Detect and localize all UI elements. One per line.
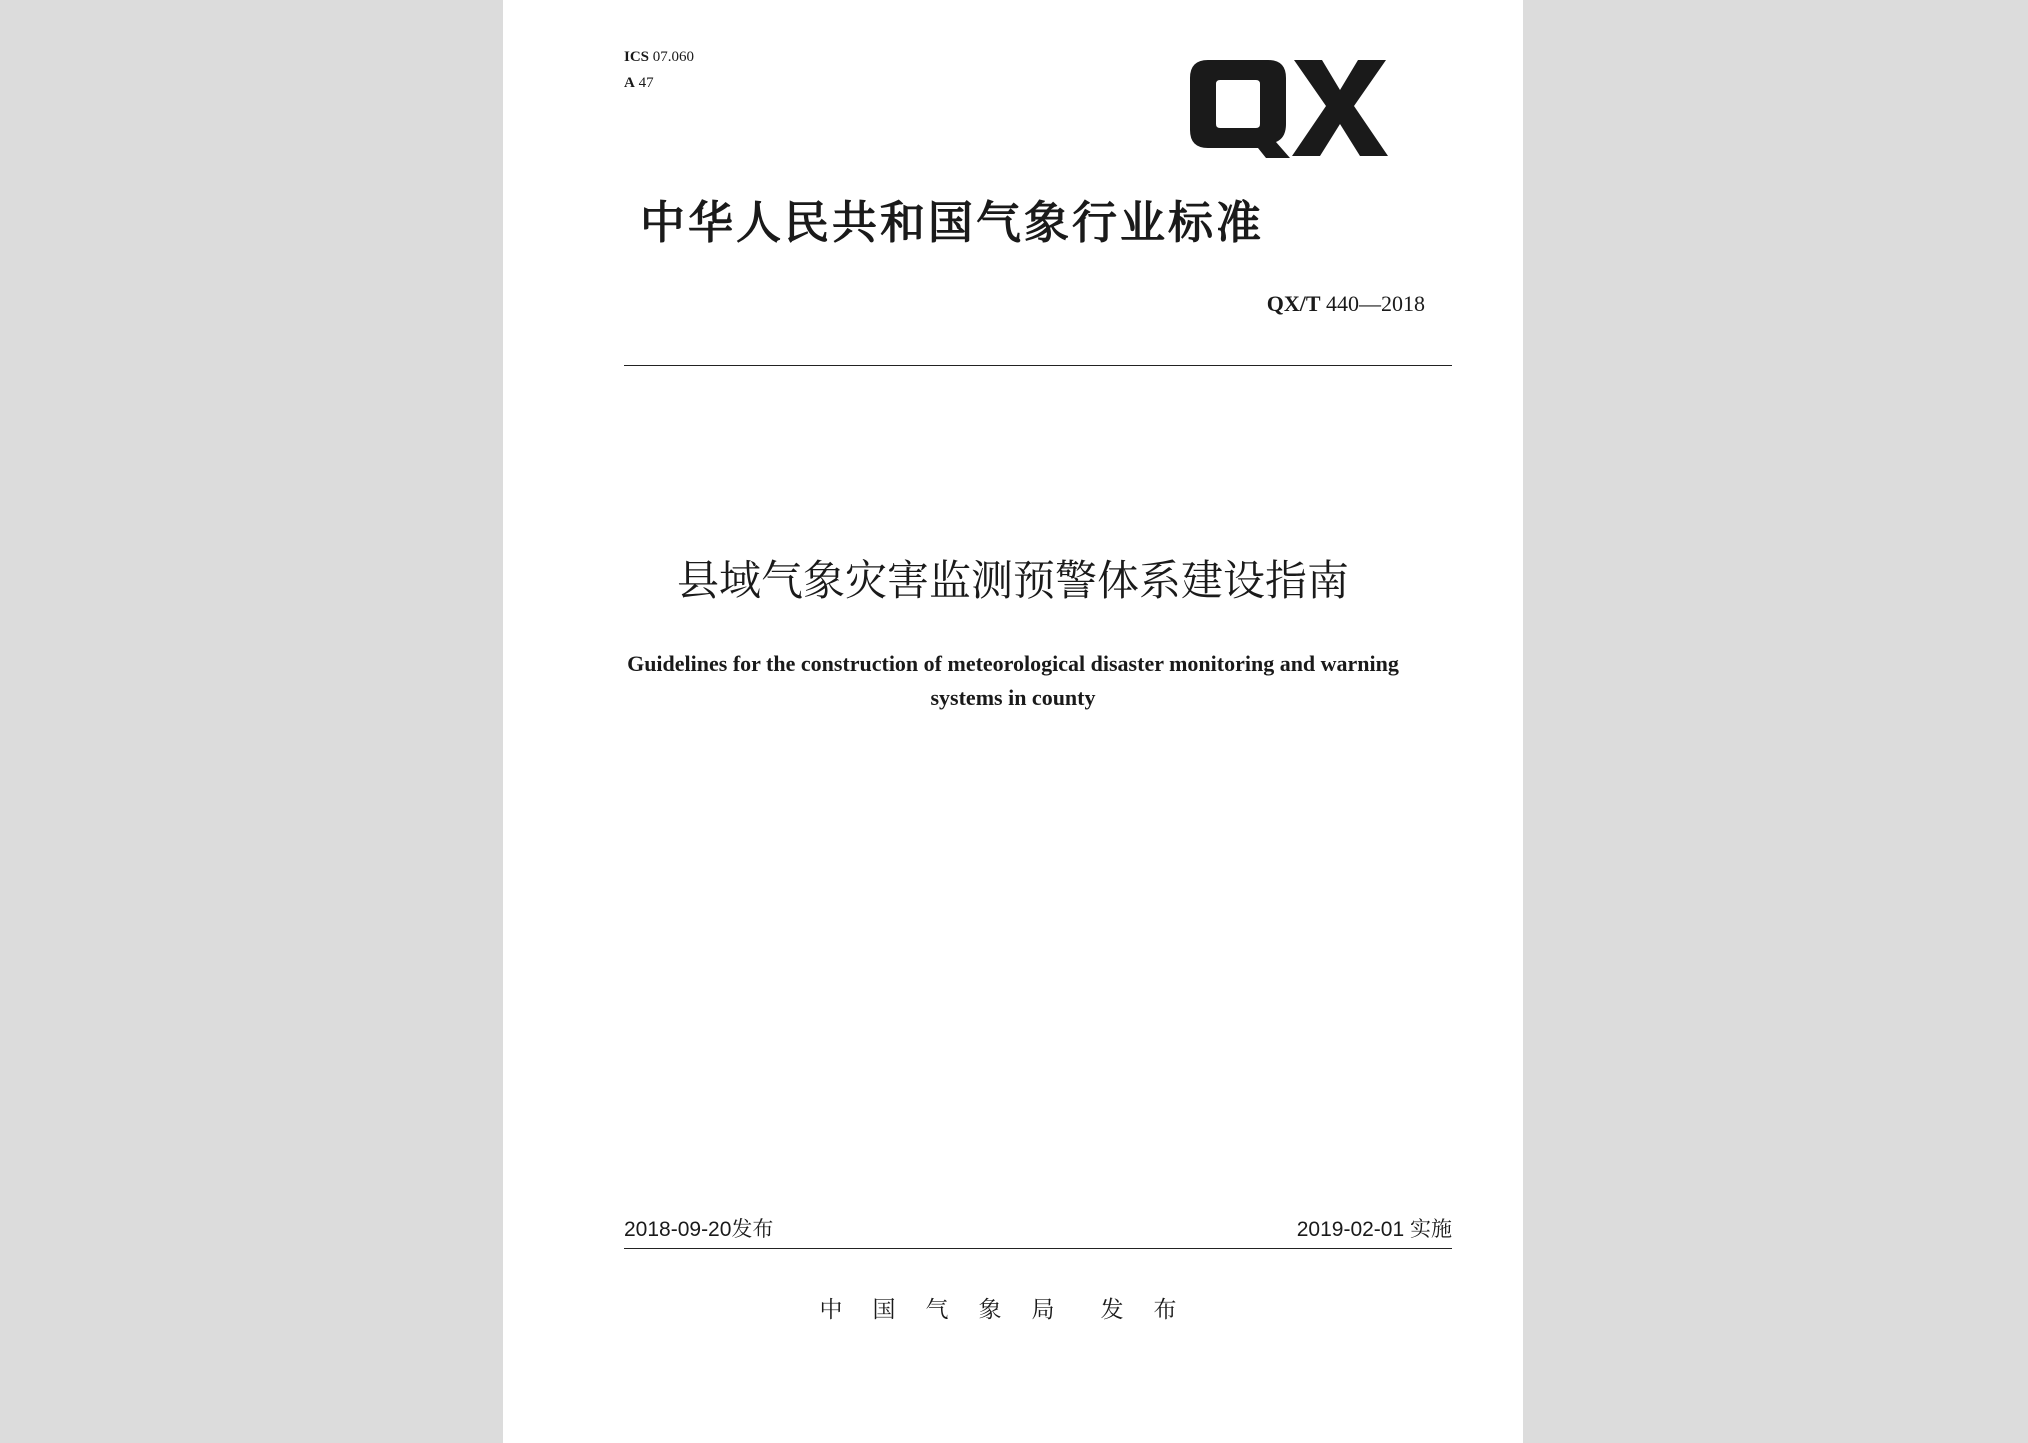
footer-divider: [624, 1248, 1452, 1249]
document-page: [503, 0, 1523, 1443]
chinese-title: 县域气象灾害监测预警体系建设指南: [676, 556, 1349, 605]
publisher-action: 发布: [1100, 1297, 1207, 1323]
qx-logo: [1190, 52, 1390, 162]
publisher-line: [503, 1293, 1523, 1327]
release-date: 2018-09-20: [624, 1218, 732, 1241]
release-label: 发布: [731, 1218, 774, 1241]
effective-label: 实施: [1410, 1218, 1452, 1241]
publisher-name: 中国气象局: [819, 1297, 1085, 1323]
standard-code: 440—2018: [1326, 291, 1425, 316]
ccs-code: [624, 70, 694, 96]
ccs-value: 47: [638, 75, 654, 91]
effective-date-line: [1297, 1215, 1452, 1245]
effective-date: 2019-02-01: [1296, 1218, 1405, 1241]
standard-prefix: QX/T: [1266, 291, 1321, 316]
english-title: Guidelines for the construction of meteorological disaster monitoring and warning systems in county: [627, 651, 1399, 710]
classification-codes: [624, 44, 694, 96]
standard-number: [1267, 290, 1425, 318]
release-date-line: [624, 1215, 773, 1245]
issuing-authority-title: 中华人民共和国气象行业标准: [640, 196, 1265, 249]
ccs-label: A: [624, 75, 635, 91]
ics-code: [624, 44, 694, 70]
ics-value: 07.060: [652, 49, 695, 65]
header-divider: [624, 365, 1452, 366]
ics-label: ICS: [624, 49, 650, 65]
